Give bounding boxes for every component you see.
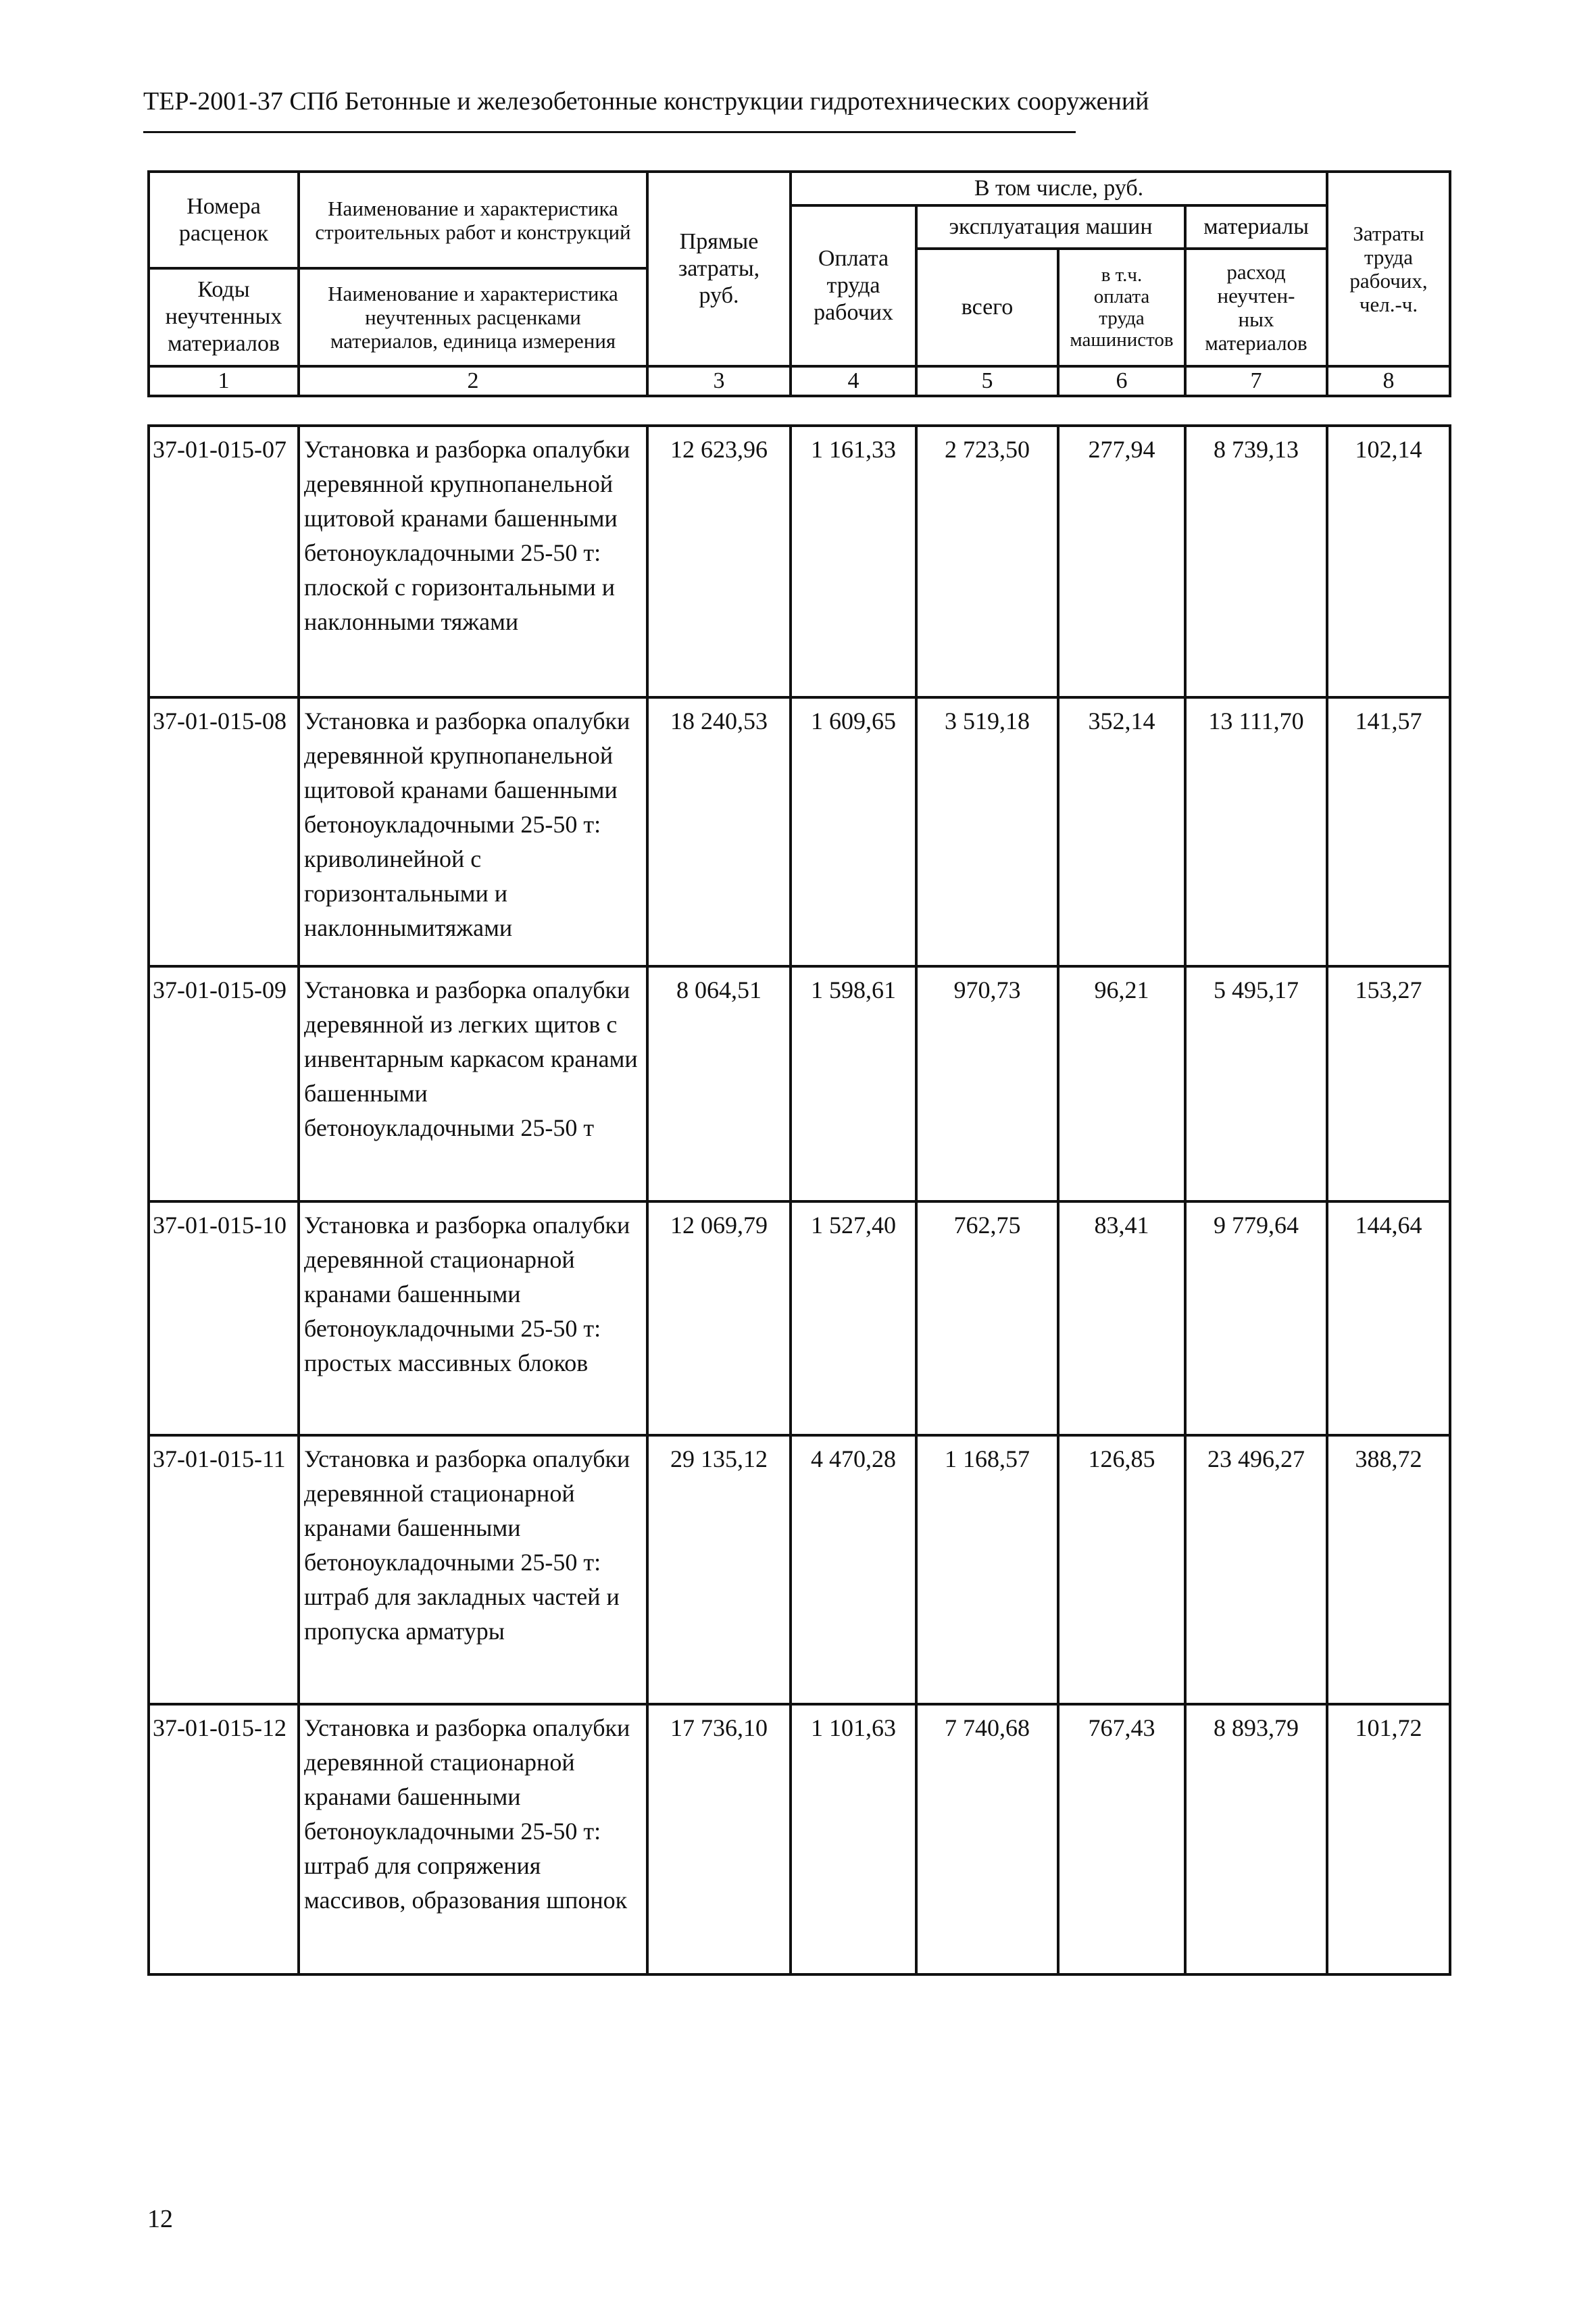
row-machinists-pay: 126,85 [1058,1435,1185,1704]
header-col1-top-line1: Номера [186,194,261,219]
row-code: 37-01-015-10 [149,1201,299,1435]
row-direct-cost: 12 623,96 [647,426,791,697]
row-labor-pay: 1 101,63 [791,1704,916,1974]
document-title: ТЕР-2001-37 СПб Бетонные и железобетонные конструкции гидротехнических сооружений [143,87,1149,116]
row-machinists-pay: 767,43 [1058,1704,1185,1974]
header-labor-cost-line1: Затраты [1353,222,1424,245]
row-machines-total: 2 723,50 [916,426,1058,697]
header-materials-line3: ных [1238,307,1274,331]
table-row [149,966,1450,1201]
header-col1-bottom-line2: неучтенных [165,304,282,329]
col-number-3: 3 [647,366,791,396]
header-col2-bottom-line2: неучтенных расценками [365,305,581,329]
row-labor-pay: 1 598,61 [791,966,916,1201]
row-labor-hours: 141,57 [1327,697,1450,966]
header-col2-top-line1: Наименование и характеристика [328,197,618,220]
row-code: 37-01-015-08 [149,697,299,966]
row-machinists-pay: 83,41 [1058,1201,1185,1435]
col-number-1: 1 [149,366,299,396]
row-description-text: Установка и разборка опалубки деревянной стационарной кранами башенными бетоноукладочными 25-50 т: штраб для закладных частей и пропуска арматуры [304,1445,630,1645]
header-col2-bottom-line1: Наименование и характеристика [328,281,618,305]
header-materials-cell [1185,249,1327,366]
row-code: 37-01-015-11 [149,1435,299,1704]
header-materials-line2: неучтен- [1217,284,1295,307]
header-col2-top-line2: строительных работ и конструкций [315,220,631,244]
col-number-6: 6 [1058,366,1185,396]
row-direct-cost: 29 135,12 [647,1435,791,1704]
header-labor-pay-line3: рабочих [814,300,893,325]
header-machinists-line3: труда [1099,307,1145,329]
header-machinists-line2: оплата [1093,286,1150,307]
table-body [147,424,1451,1976]
header-direct-cost-cell [647,172,791,366]
header-labor-pay-line2: труда [826,273,880,298]
header-materials-line4: материалов [1205,331,1307,355]
row-labor-hours: 388,72 [1327,1435,1450,1704]
row-code: 37-01-015-09 [149,966,299,1201]
row-machines-total: 762,75 [916,1201,1058,1435]
header-labor-pay-cell [791,205,916,366]
header-materials-title: материалы [1185,205,1327,249]
row-direct-cost: 12 069,79 [647,1201,791,1435]
col-number-2: 2 [299,366,647,396]
table-row [149,1201,1450,1435]
table-row [149,1704,1450,1974]
title-underline [143,131,1076,133]
table-header [147,170,1451,397]
row-materials: 8 893,79 [1185,1704,1327,1974]
row-labor-pay: 1 609,65 [791,697,916,966]
header-codes-cell [149,172,299,366]
row-direct-cost: 18 240,53 [647,697,791,966]
row-machines-total: 970,73 [916,966,1058,1201]
header-col3-line2: затраты, [678,256,760,281]
row-labor-hours: 144,64 [1327,1201,1450,1435]
col-number-8: 8 [1327,366,1450,396]
row-labor-hours: 153,27 [1327,966,1450,1201]
header-labor-cost-line4: чел.-ч. [1359,293,1418,316]
header-labor-cost-line2: труда [1364,245,1414,269]
row-description [299,697,647,966]
col-number-5: 5 [916,366,1058,396]
row-materials: 9 779,64 [1185,1201,1327,1435]
row-materials: 13 111,70 [1185,697,1327,966]
row-description [299,966,647,1201]
row-machines-total: 1 168,57 [916,1435,1058,1704]
header-labor-cost-cell [1327,172,1450,366]
row-direct-cost: 8 064,51 [647,966,791,1201]
header-machinists-line1: в т.ч. [1101,264,1143,286]
row-machinists-pay: 277,94 [1058,426,1185,697]
row-description [299,426,647,697]
header-col1-bottom-line1: Коды [197,277,250,302]
row-description [299,1704,647,1974]
page-number: 12 [147,2205,173,2233]
row-description-text: Установка и разборка опалубки деревянной стационарной кранами башенными бетоноукладочными 25-50 т: простых массивных блоков [304,1212,630,1376]
table-row [149,697,1450,966]
row-description [299,1435,647,1704]
row-labor-hours: 102,14 [1327,426,1450,697]
row-labor-hours: 101,72 [1327,1704,1450,1974]
header-machines-total: всего [916,249,1058,366]
row-machines-total: 7 740,68 [916,1704,1058,1974]
row-labor-pay: 1 527,40 [791,1201,916,1435]
header-col2-bottom-line3: материалов, единица измерения [330,328,616,353]
col-number-7: 7 [1185,366,1327,396]
row-description-text: Установка и разборка опалубки деревянной стационарной кранами башенными бетоноукладочными 25-50 т: штраб для сопряжения массивов, образования шпонок [304,1714,630,1914]
row-materials: 5 495,17 [1185,966,1327,1201]
header-labor-cost-line3: рабочих, [1349,269,1428,293]
row-labor-pay: 4 470,28 [791,1435,916,1704]
header-name-cell [299,172,647,366]
row-machines-total: 3 519,18 [916,697,1058,966]
row-code: 37-01-015-12 [149,1704,299,1974]
row-description-text: Установка и разборка опалубки деревянной крупнопанельной щитовой кранами башенными бетоноукладочными 25-50 т: криволинейной с горизонтальными и наклоннымитяжами [304,707,630,941]
header-group-title: В том числе, руб. [791,172,1327,205]
row-machinists-pay: 352,14 [1058,697,1185,966]
header-materials-line1: расход [1226,260,1286,284]
row-materials: 23 496,27 [1185,1435,1327,1704]
row-description-text: Установка и разборка опалубки деревянной из легких щитов с инвентарным каркасом кранами башенными бетоноукладочными 25-50 т [304,976,638,1141]
row-code: 37-01-015-07 [149,426,299,697]
header-machinists-cell [1058,249,1185,366]
header-col3-line3: руб. [699,283,739,308]
header-labor-pay-line1: Оплата [818,246,889,271]
row-materials: 8 739,13 [1185,426,1327,697]
table-row [149,1435,1450,1704]
row-labor-pay: 1 161,33 [791,426,916,697]
col-number-4: 4 [791,366,916,396]
header-col1-bottom-line3: материалов [167,331,280,356]
row-description-text: Установка и разборка опалубки деревянной крупнопанельной щитовой кранами башенными бетоноукладочными 25-50 т: плоской с горизонтальными и наклонными тяжами [304,436,630,635]
row-machinists-pay: 96,21 [1058,966,1185,1201]
table-row [149,426,1450,697]
row-direct-cost: 17 736,10 [647,1704,791,1974]
header-col3-line1: Прямые [679,229,759,254]
row-description [299,1201,647,1435]
header-machines-title: эксплуатация машин [916,205,1185,249]
header-col1-top-line2: расценок [178,221,269,246]
header-machinists-line4: машинистов [1070,329,1174,351]
